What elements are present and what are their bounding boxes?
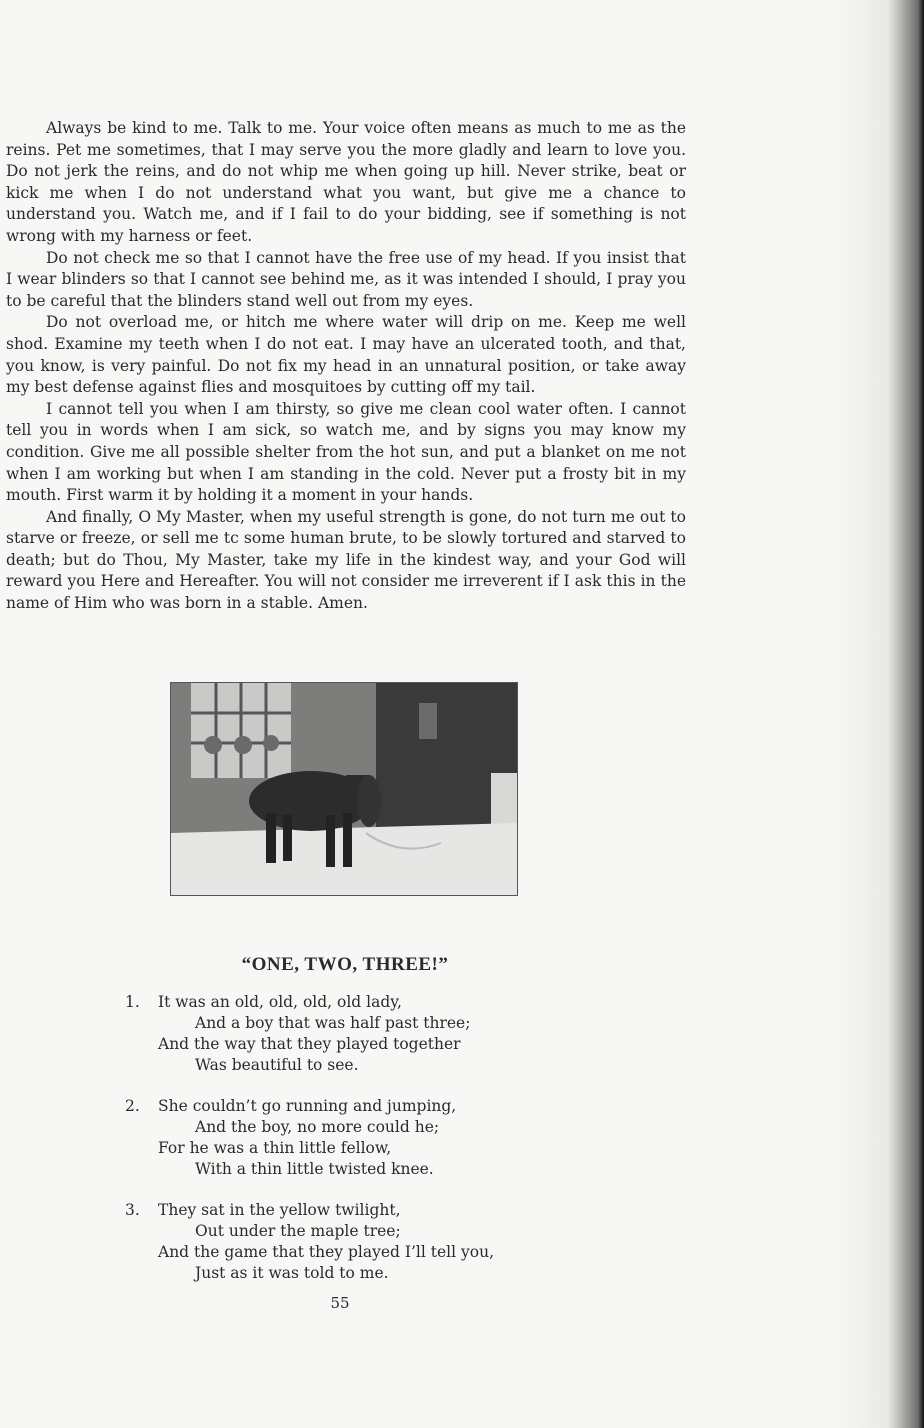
page-edge-shadow (834, 0, 924, 1428)
poem-line: Was beautiful to see. (195, 1056, 359, 1074)
line-text: She couldn’t go running and jumping, (158, 1097, 457, 1115)
stanza-number: 1. (125, 993, 140, 1011)
paragraph: And finally, O My Master, when my useful strength is gone, do not turn me out to starve or freeze, or sell me tc some human brute, to be slowly tortured and starved to death; but do Thou, My Master, take my life in the kindest way, and your God will reward you Here and Hereafter. You will not consider me irreverent if I ask this in the name of Him who was born in a stable. Amen. (6, 507, 686, 613)
horse-photo-illustration (171, 683, 517, 895)
paragraph: Do not check me so that I cannot have the free use of my head. If you insist that I wear blinders so that I cannot see behind me, as it was intended I should, I pray you to be careful that the blinders stand well out from my eyes. (6, 248, 686, 310)
stanza-number: 3. (125, 1201, 140, 1219)
paragraph: Do not overload me, or hitch me where water will drip on me. Keep me well shod. Examine my teeth when I do not eat. I may have an ulcerated tooth, and that, you know, is very painful. Do not fix my head in an unnatural position, or take away my best defense against flies and mosquitoes by cutting off my tail. (6, 313, 686, 397)
poem-line (125, 992, 494, 1013)
prose-body (6, 118, 686, 615)
poem-line (125, 1096, 494, 1117)
horse-photograph (170, 682, 518, 896)
stanza-number: 2. (125, 1097, 140, 1115)
stanza (125, 1096, 494, 1180)
poem-line: And a boy that was half past three; (195, 1014, 471, 1032)
page-number: 55 (330, 1294, 350, 1312)
line-text: It was an old, old, old, old lady, (158, 993, 402, 1011)
poem-line: Out under the maple tree; (195, 1222, 401, 1240)
poem-line (125, 1200, 494, 1221)
poem-title: “ONE, TWO, THREE!” (241, 954, 449, 975)
poem-line: And the boy, no more could he; (195, 1118, 440, 1136)
poem-line: For he was a thin little fellow, (158, 1139, 392, 1157)
poem-line: And the game that they played I’ll tell you, (158, 1243, 495, 1261)
paragraph: I cannot tell you when I am thirsty, so give me clean cool water often. I cannot tell you in words when I am sick, so watch me, and by signs you may know my condition. Give me all possible shelter from the hot sun, and put a blanket on me not when I am working but when I am standing in the cold. Never put a frosty bit in my mouth. First warm it by holding it a moment in your hands. (6, 399, 686, 505)
line-text: They sat in the yellow twilight, (158, 1201, 401, 1219)
stanza (125, 1200, 494, 1284)
poem-line: With a thin little twisted knee. (195, 1160, 434, 1178)
poem-line: Just as it was told to me. (195, 1264, 389, 1282)
paragraph: Always be kind to me. Talk to me. Your voice often means as much to me as the reins. Pet me sometimes, that I may serve you the more gladly and learn to love you. Do not jerk the reins, and do not whip me when going up hill. Never strike, beat or kick me when I do not understand what you want, but give me a chance to understand you. Watch me, and if I fail to do your bidding, see if something is not wrong with my harness or feet. (6, 119, 686, 245)
poem-line: And the way that they played together (158, 1035, 461, 1053)
poem (125, 992, 494, 1304)
stanza (125, 992, 494, 1076)
